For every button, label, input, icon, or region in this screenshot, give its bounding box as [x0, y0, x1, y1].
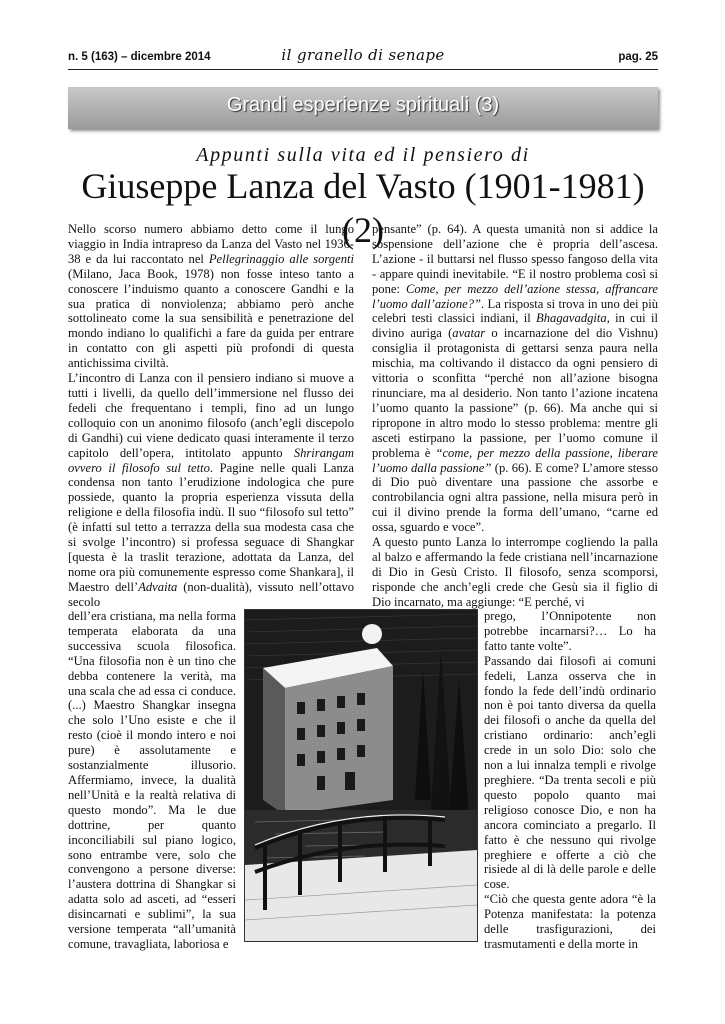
section-banner-text: Grandi esperienze spirituali (3)	[226, 94, 500, 116]
text-run: pensante” (p. 64). A questa umanità non si addice la sospensione dell’azione che è propria dell’ascesa. L’azione - il buttarsi nel flusso spesso fangoso della vita - appare quindi inevitabile. “E il nostro problema così si pone:	[372, 222, 658, 296]
term-italic: avatar	[452, 326, 486, 341]
building-side	[263, 668, 285, 815]
building-facade	[285, 666, 393, 815]
paragraph: A questo punto Lanza lo interrompe cogliendo la palla al balzo e affermando la fede cristiana nell’incarnazione di Dio in Gesù Cristo. Il filosofo, senza scomporsi, risponde che anch’egli crede che Gesù sia il figlio di Dio incarnato, ma aggiunge: “E perché, vi	[372, 535, 658, 609]
text-run: , in cui il divino auriga (	[372, 311, 658, 341]
paragraph	[372, 222, 658, 535]
section-banner	[68, 87, 658, 129]
running-header	[68, 46, 658, 69]
engraving-illustration	[244, 609, 478, 942]
text-run: (Milano, Jaca Book, 1978) non fosse inteso tanto a conoscere l’induismo quanto a conoscere Gandhi e la sua pratica di nonviolenza; abbiamo però anche sottolineato come la sua sensibilità e penetrazione del mondo indiano lo qualifichi a fare da guida per entrare in contatto con gli aspetti più profondi di questa antichissima civiltà.	[68, 266, 354, 371]
article-subtitle: Appunti sulla vita ed il pensiero di	[196, 144, 530, 166]
paragraph: dell’era cristiana, ma nella forma temperata elaborata da una successiva scuola filosofica. “Una filosofia non è un tino che debba contenere la verità, ma una scala che ad essa ci conduce. (...) Maestro Shangkar insegna che solo l’Uno esiste e che il resto (cioè il mondo intero e noi pure) è assolutamente e sostanzialmente illusorio. Affermiamo, invece, la dualità nell’Unità e la realtà relativa di questo mondo”. Ma le due dottrine, per quanto inconciliabili sul piano logico, sono entrambe vere, solo che convengono a persone diverse: l’austera dottrina di Shangkar si adatta solo ad asceti, ad “esseri disincarnati e sublimi”, la sua versione temperata “all’umanità comune, travagliata, laboriosa e	[68, 609, 236, 951]
body-column-left-narrow	[68, 609, 236, 952]
quote-italic: Come, per mezzo dell’azione stessa, affrancare l’uomo dall’azione?”	[372, 281, 658, 311]
quote-italic: “come, per mezzo della passione, liberare l’uomo dalla passione”	[372, 445, 658, 475]
night-landscape-engraving	[245, 610, 477, 941]
book-title: Bhagavadgita	[536, 311, 607, 326]
text-run: . La risposta si trova in uno dei più celebri testi classici indiani, il	[372, 296, 658, 326]
term-italic: Advaita	[138, 579, 178, 594]
masthead: il granello di senape	[281, 46, 445, 64]
body-column-right-narrow	[484, 609, 656, 952]
text-run: L’incontro di Lanza con il pensiero indiano si muove a tutti i livelli, da quello dell’immersione nel flusso dei fedeli che frequentano i templi, fino ad un lungo colloquio con un anonimo filosofo (anch’egli discepolo di Gandhi) cui viene dedicato quasi interamente il terzo capitolo dell’opera, intitolato appunto	[68, 371, 354, 460]
paragraph: Passando dai filosofi ai comuni fedeli, Lanza osserva che in fondo la fede dell’indù ordinario non è poi tanto diversa da quella dei filosofi o anche da quella del cristiano ordinario: anch’egli crede in un solo Dio: solo che non a lui innalza templi e rivolge preghiere. “Da trenta secoli e più questo popolo quanto mai religioso conosce Dio, e non ha ancora cominciato a pregarlo. Il fatto è che nessuno qui rivolge preghiere e offerte a ciò che risiede al di là delle parole e delle cose.	[484, 653, 656, 892]
book-title: Pellegrinaggio alle sorgenti	[208, 251, 354, 266]
paragraph	[68, 371, 354, 610]
text-run: o incarnazione del dio Vishnu) consiglia il protagonista di gettarsi senza paura nella mischia, ma coltivando il distacco da ogni pensiero di vittoria o sconfitta “perché non all’azione bisogna rinunciare, ma al desiderio. Non tanto l’azione incatena l’uomo quanto la passione” (p. 66). Ma anche qui si ripropone in altro modo lo stesso problema: mentre gli asceti estirpano la passione, per l’uomo comune il problema è	[372, 326, 658, 460]
text-run: (non-dualità), vissuto nell’ottavo secolo	[68, 579, 354, 609]
header-rule	[68, 69, 658, 70]
chapter-title: Shrirangam ovvero il filosofo sul tetto	[68, 445, 354, 475]
text-run: . Pagine nelle quali Lanza condensa non tanto l’erudizione indologica che pure possiede, quanto la propria esperienza vissuta della religione e della filosofia indù. Il suo “filosofo sul tetto” (è infatti sul tetto a terrazza della sua modesta casa che si svolge l’incontro) si professa seguace di Shangkar [questa è la traslit terazione, adottata da Lanza, del nome ora più comunemente espresso come Shankara], il Maestro dell’	[68, 460, 354, 594]
paragraph	[68, 222, 354, 371]
body-column-right	[372, 222, 658, 610]
paragraph: prego, l’Onnipotente non potrebbe incarnarsi?… Lo ha fatto tante volte”.	[484, 609, 656, 653]
page-number: pag. 25	[618, 51, 658, 63]
body-column-left	[68, 222, 354, 610]
paragraph: “Ciò che questa gente adora “è la Potenza manifestata: la potenza delle trasfigurazioni, dei trasmutamenti e della morte in	[484, 892, 656, 951]
text-run: Nello scorso numero abbiamo detto come il lungo viaggio in India intrapreso da Lanza del Vasto nel 1936-38 e da lui raccontato nel	[68, 222, 354, 266]
issue-number: n. 5 (163) – dicembre 2014	[68, 51, 211, 63]
article-title: Giuseppe Lanza del Vasto (1901-1981) (2)	[81, 166, 645, 250]
text-run: (p. 66). E come? L’amore stesso di Dio può diventare una passione che assorbe e controbilancia ogni altra passione, nella misura però in cui il divino prende la forma dell’umano, “carne ed ossa, sguardo e voce”.	[372, 460, 658, 535]
moon	[362, 624, 382, 644]
